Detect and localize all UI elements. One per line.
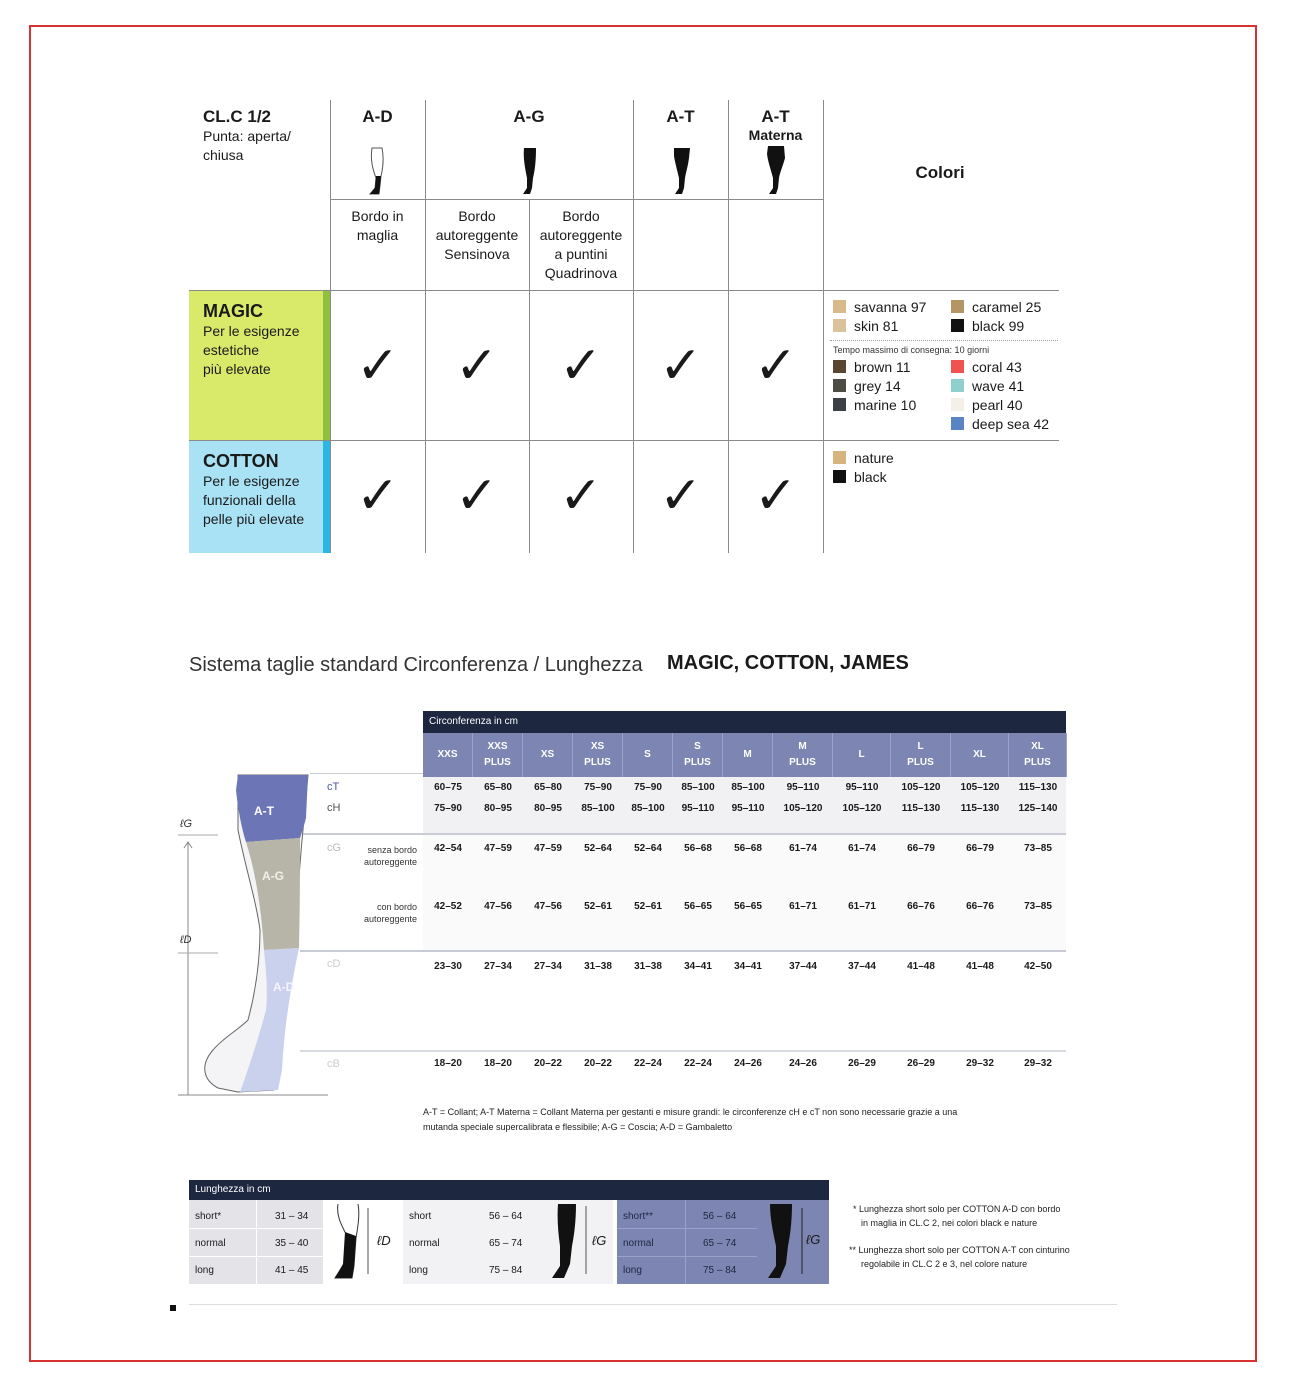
color-swatch: grey 14 (833, 378, 901, 394)
color-swatch: black 99 (951, 318, 1024, 334)
size-header: XS (523, 733, 573, 777)
length-table-title: Lunghezza in cm (189, 1180, 829, 1200)
length-label: long (409, 1265, 428, 1276)
size-cell: 66–76 (907, 901, 935, 912)
delivery-note: Tempo massimo di consegna: 10 giorni (833, 345, 990, 355)
size-header: L (833, 733, 891, 777)
col-atm-header: A-T (761, 107, 790, 126)
size-cell: 47–56 (484, 901, 512, 912)
leg-ad-length-icon (330, 1202, 375, 1282)
check-icon: ✓ (455, 336, 499, 396)
class-info (203, 107, 291, 165)
label-cd: cD (327, 958, 341, 970)
size-cell: 95–110 (681, 803, 715, 814)
size-header: M PLUS (773, 733, 833, 777)
length-value: 75 – 84 (489, 1265, 523, 1276)
size-cell: 105–120 (960, 782, 1000, 793)
check-icon: ✓ (559, 466, 603, 526)
check-icon: ✓ (455, 466, 499, 526)
label-senza-bordo: senza bordo autoreggente (363, 845, 417, 867)
size-cell: 52–61 (634, 901, 662, 912)
length-value: 65 – 74 (703, 1238, 737, 1249)
length-label: short** (623, 1211, 654, 1222)
size-cell: 31–38 (584, 961, 612, 972)
size-cell: 60–75 (434, 782, 462, 793)
col-atm-subheader: Materna (748, 127, 803, 143)
length-value: 31 – 34 (275, 1211, 309, 1222)
color-swatch: pearl 40 (951, 397, 1023, 413)
size-cell: 66–79 (907, 843, 935, 854)
size-cell: 41–48 (966, 961, 994, 972)
length-lg-label: ℓG (806, 1232, 821, 1247)
col-ag-desc-sensinova: Bordo autoreggente Sensinova (435, 208, 519, 262)
size-table-title: Circonferenza in cm (423, 711, 1066, 733)
check-icon: ✓ (659, 336, 703, 396)
size-cell: 27–34 (484, 961, 512, 972)
color-swatch: nature (833, 450, 894, 466)
size-cell: 52–64 (634, 843, 662, 854)
cotton-row-label: COTTON Per le esigenze funzionali della pelle più elevate (189, 441, 323, 553)
size-cell: 56–68 (684, 843, 712, 854)
size-cell: 22–24 (684, 1058, 712, 1069)
leg-at-icon (670, 146, 694, 196)
magic-title: MAGIC (203, 301, 263, 321)
leg-ag-icon (518, 146, 542, 196)
leg-ag-length-icon (548, 1202, 593, 1282)
check-icon: ✓ (659, 466, 703, 526)
size-cell: 115–130 (901, 803, 941, 814)
leg-at-materna-icon (764, 146, 788, 196)
size-cell: 41–48 (907, 961, 935, 972)
size-cell: 23–30 (434, 961, 462, 972)
size-header: XL (951, 733, 1009, 777)
color-swatch: black (833, 469, 887, 485)
size-cell: 66–79 (966, 843, 994, 854)
length-label: normal (195, 1238, 226, 1249)
class-title: CL.C 1/2 (203, 107, 272, 126)
size-cell: 95–110 (731, 803, 765, 814)
size-cell: 73–85 (1024, 901, 1052, 912)
size-cell: 26–29 (848, 1058, 876, 1069)
size-cell: 65–80 (484, 782, 512, 793)
size-cell: 37–44 (789, 961, 817, 972)
length-ld-label: ℓD (377, 1233, 391, 1248)
size-cell: 85–100 (581, 803, 615, 814)
size-header: XS PLUS (573, 733, 623, 777)
size-cell: 61–71 (789, 901, 817, 912)
size-cell: 105–120 (842, 803, 882, 814)
size-cell: 22–24 (634, 1058, 662, 1069)
length-value: 75 – 84 (703, 1265, 737, 1276)
color-swatch: savanna 97 (833, 299, 926, 315)
size-cell: 42–54 (434, 843, 462, 854)
leg-ag-label: A-G (262, 869, 284, 883)
size-cell: 80–95 (534, 803, 562, 814)
length-label: normal (409, 1238, 440, 1249)
size-header: XL PLUS (1009, 733, 1067, 777)
size-cell: 105–120 (901, 782, 941, 793)
footnote-1: * Lunghezza short solo per COTTON A-D con bordo in maglia in CL.C 2, nei colori black e nature (853, 1204, 1061, 1228)
class-line-2: chiusa (203, 147, 244, 163)
color-swatch: skin 81 (833, 318, 898, 334)
size-cell: 95–110 (786, 782, 820, 793)
size-cell: 85–100 (631, 803, 665, 814)
size-cell: 26–29 (907, 1058, 935, 1069)
size-cell: 52–64 (584, 843, 612, 854)
footnote-2: ** Lunghezza short solo per COTTON A-T con cinturino regolabile in CL.C 2 e 3, nel colore nature (849, 1245, 1070, 1269)
check-icon: ✓ (754, 466, 798, 526)
leg-at-length-icon (764, 1202, 809, 1282)
size-cell: 85–100 (681, 782, 715, 793)
size-heading-products: MAGIC, COTTON, JAMES (667, 652, 909, 674)
size-cell: 125–140 (1018, 803, 1058, 814)
size-cell: 20–22 (534, 1058, 562, 1069)
label-cg: cG (327, 842, 342, 854)
size-header: XXS PLUS (473, 733, 523, 777)
size-cell: 95–110 (845, 782, 879, 793)
label-cb: cB (327, 1058, 340, 1070)
label-lg: ℓG (180, 818, 193, 830)
size-cell: 115–130 (960, 803, 1000, 814)
label-ld: ℓD (180, 934, 192, 946)
check-icon: ✓ (559, 336, 603, 396)
size-cell: 47–59 (534, 843, 562, 854)
length-label: short* (195, 1211, 222, 1222)
length-label: short (409, 1211, 432, 1222)
size-cell: 29–32 (966, 1058, 994, 1069)
size-header: S (623, 733, 673, 777)
size-cell: 73–85 (1024, 843, 1052, 854)
size-header: XXS (423, 733, 473, 777)
check-icon: ✓ (356, 466, 400, 526)
length-value: 56 – 64 (489, 1211, 523, 1222)
size-cell: 42–52 (434, 901, 462, 912)
size-cell: 29–32 (1024, 1058, 1052, 1069)
length-lg-label: ℓG (592, 1233, 607, 1248)
size-cell: 56–65 (684, 901, 712, 912)
size-cell: 61–74 (789, 843, 817, 854)
check-icon: ✓ (356, 336, 400, 396)
col-ag-header: A-G (513, 107, 545, 126)
label-ct: cT (327, 781, 340, 793)
length-value: 41 – 45 (275, 1265, 309, 1276)
size-cell: 85–100 (731, 782, 765, 793)
color-swatch: brown 11 (833, 359, 911, 375)
size-cell: 56–68 (734, 843, 762, 854)
colori-header: Colori (915, 163, 965, 182)
size-cell: 47–56 (534, 901, 562, 912)
label-ch: cH (327, 802, 341, 814)
length-value: 35 – 40 (275, 1238, 309, 1249)
length-label: long (623, 1265, 642, 1276)
color-swatch: wave 41 (951, 378, 1024, 394)
leg-diagram (178, 770, 328, 1100)
size-cell: 24–26 (789, 1058, 817, 1069)
size-cell: 18–20 (484, 1058, 512, 1069)
size-cell: 61–74 (848, 843, 876, 854)
leg-at-label: A-T (254, 804, 274, 818)
size-header: L PLUS (891, 733, 951, 777)
length-value: 65 – 74 (489, 1238, 523, 1249)
size-heading: Sistema taglie standard Circonferenza / Lunghezza (189, 654, 643, 676)
size-cell: 56–65 (734, 901, 762, 912)
size-cell: 80–95 (484, 803, 512, 814)
page-border (29, 25, 1257, 1362)
size-header: S PLUS (673, 733, 723, 777)
leg-ad-icon (366, 146, 390, 196)
size-header: M (723, 733, 773, 777)
size-legend: A-T = Collant; A-T Materna = Collant Materna per gestanti e misure grandi: le circonferenze cH e cT non sono necessarie grazie a una mutanda speciale supercalibrata e flessibile; A-G = Coscia; A-D = Gambaletto (423, 1107, 958, 1132)
size-cell: 52–61 (584, 901, 612, 912)
size-cell: 37–44 (848, 961, 876, 972)
size-cell: 75–90 (434, 803, 462, 814)
length-value: 56 – 64 (703, 1211, 737, 1222)
magic-row-label: MAGIC Per le esigenze estetiche più elevate (189, 291, 323, 440)
col-at-header: A-T (666, 107, 695, 126)
size-cell: 42–50 (1024, 961, 1052, 972)
size-cell: 115–130 (1018, 782, 1058, 793)
size-cell: 75–90 (584, 782, 612, 793)
color-swatch: coral 43 (951, 359, 1022, 375)
col-ag-desc-quadrinova: Bordo autoreggente a puntini Quadrinova (539, 208, 623, 281)
leg-ad-label: A-D (273, 980, 295, 994)
size-cell: 61–71 (848, 901, 876, 912)
check-icon: ✓ (754, 336, 798, 396)
label-con-bordo: con bordo autoreggente (363, 902, 417, 924)
cotton-title: COTTON (203, 451, 279, 471)
size-cell: 27–34 (534, 961, 562, 972)
size-cell: 34–41 (734, 961, 762, 972)
size-cell: 47–59 (484, 843, 512, 854)
color-swatch: marine 10 (833, 397, 916, 413)
size-cell: 31–38 (634, 961, 662, 972)
size-cell: 105–120 (783, 803, 823, 814)
col-ad-header: A-D (362, 107, 393, 126)
col-ad-desc: Bordo in maglia (351, 208, 404, 243)
length-label: long (195, 1265, 214, 1276)
size-cell: 66–76 (966, 901, 994, 912)
size-cell: 75–90 (634, 782, 662, 793)
size-cell: 20–22 (584, 1058, 612, 1069)
color-swatch: deep sea 42 (951, 416, 1049, 432)
size-cell: 24–26 (734, 1058, 762, 1069)
size-cell: 18–20 (434, 1058, 462, 1069)
size-cell: 34–41 (684, 961, 712, 972)
size-cell: 65–80 (534, 782, 562, 793)
class-line-1: Punta: aperta/ (203, 128, 291, 144)
color-swatch: caramel 25 (951, 299, 1041, 315)
length-label: normal (623, 1238, 654, 1249)
